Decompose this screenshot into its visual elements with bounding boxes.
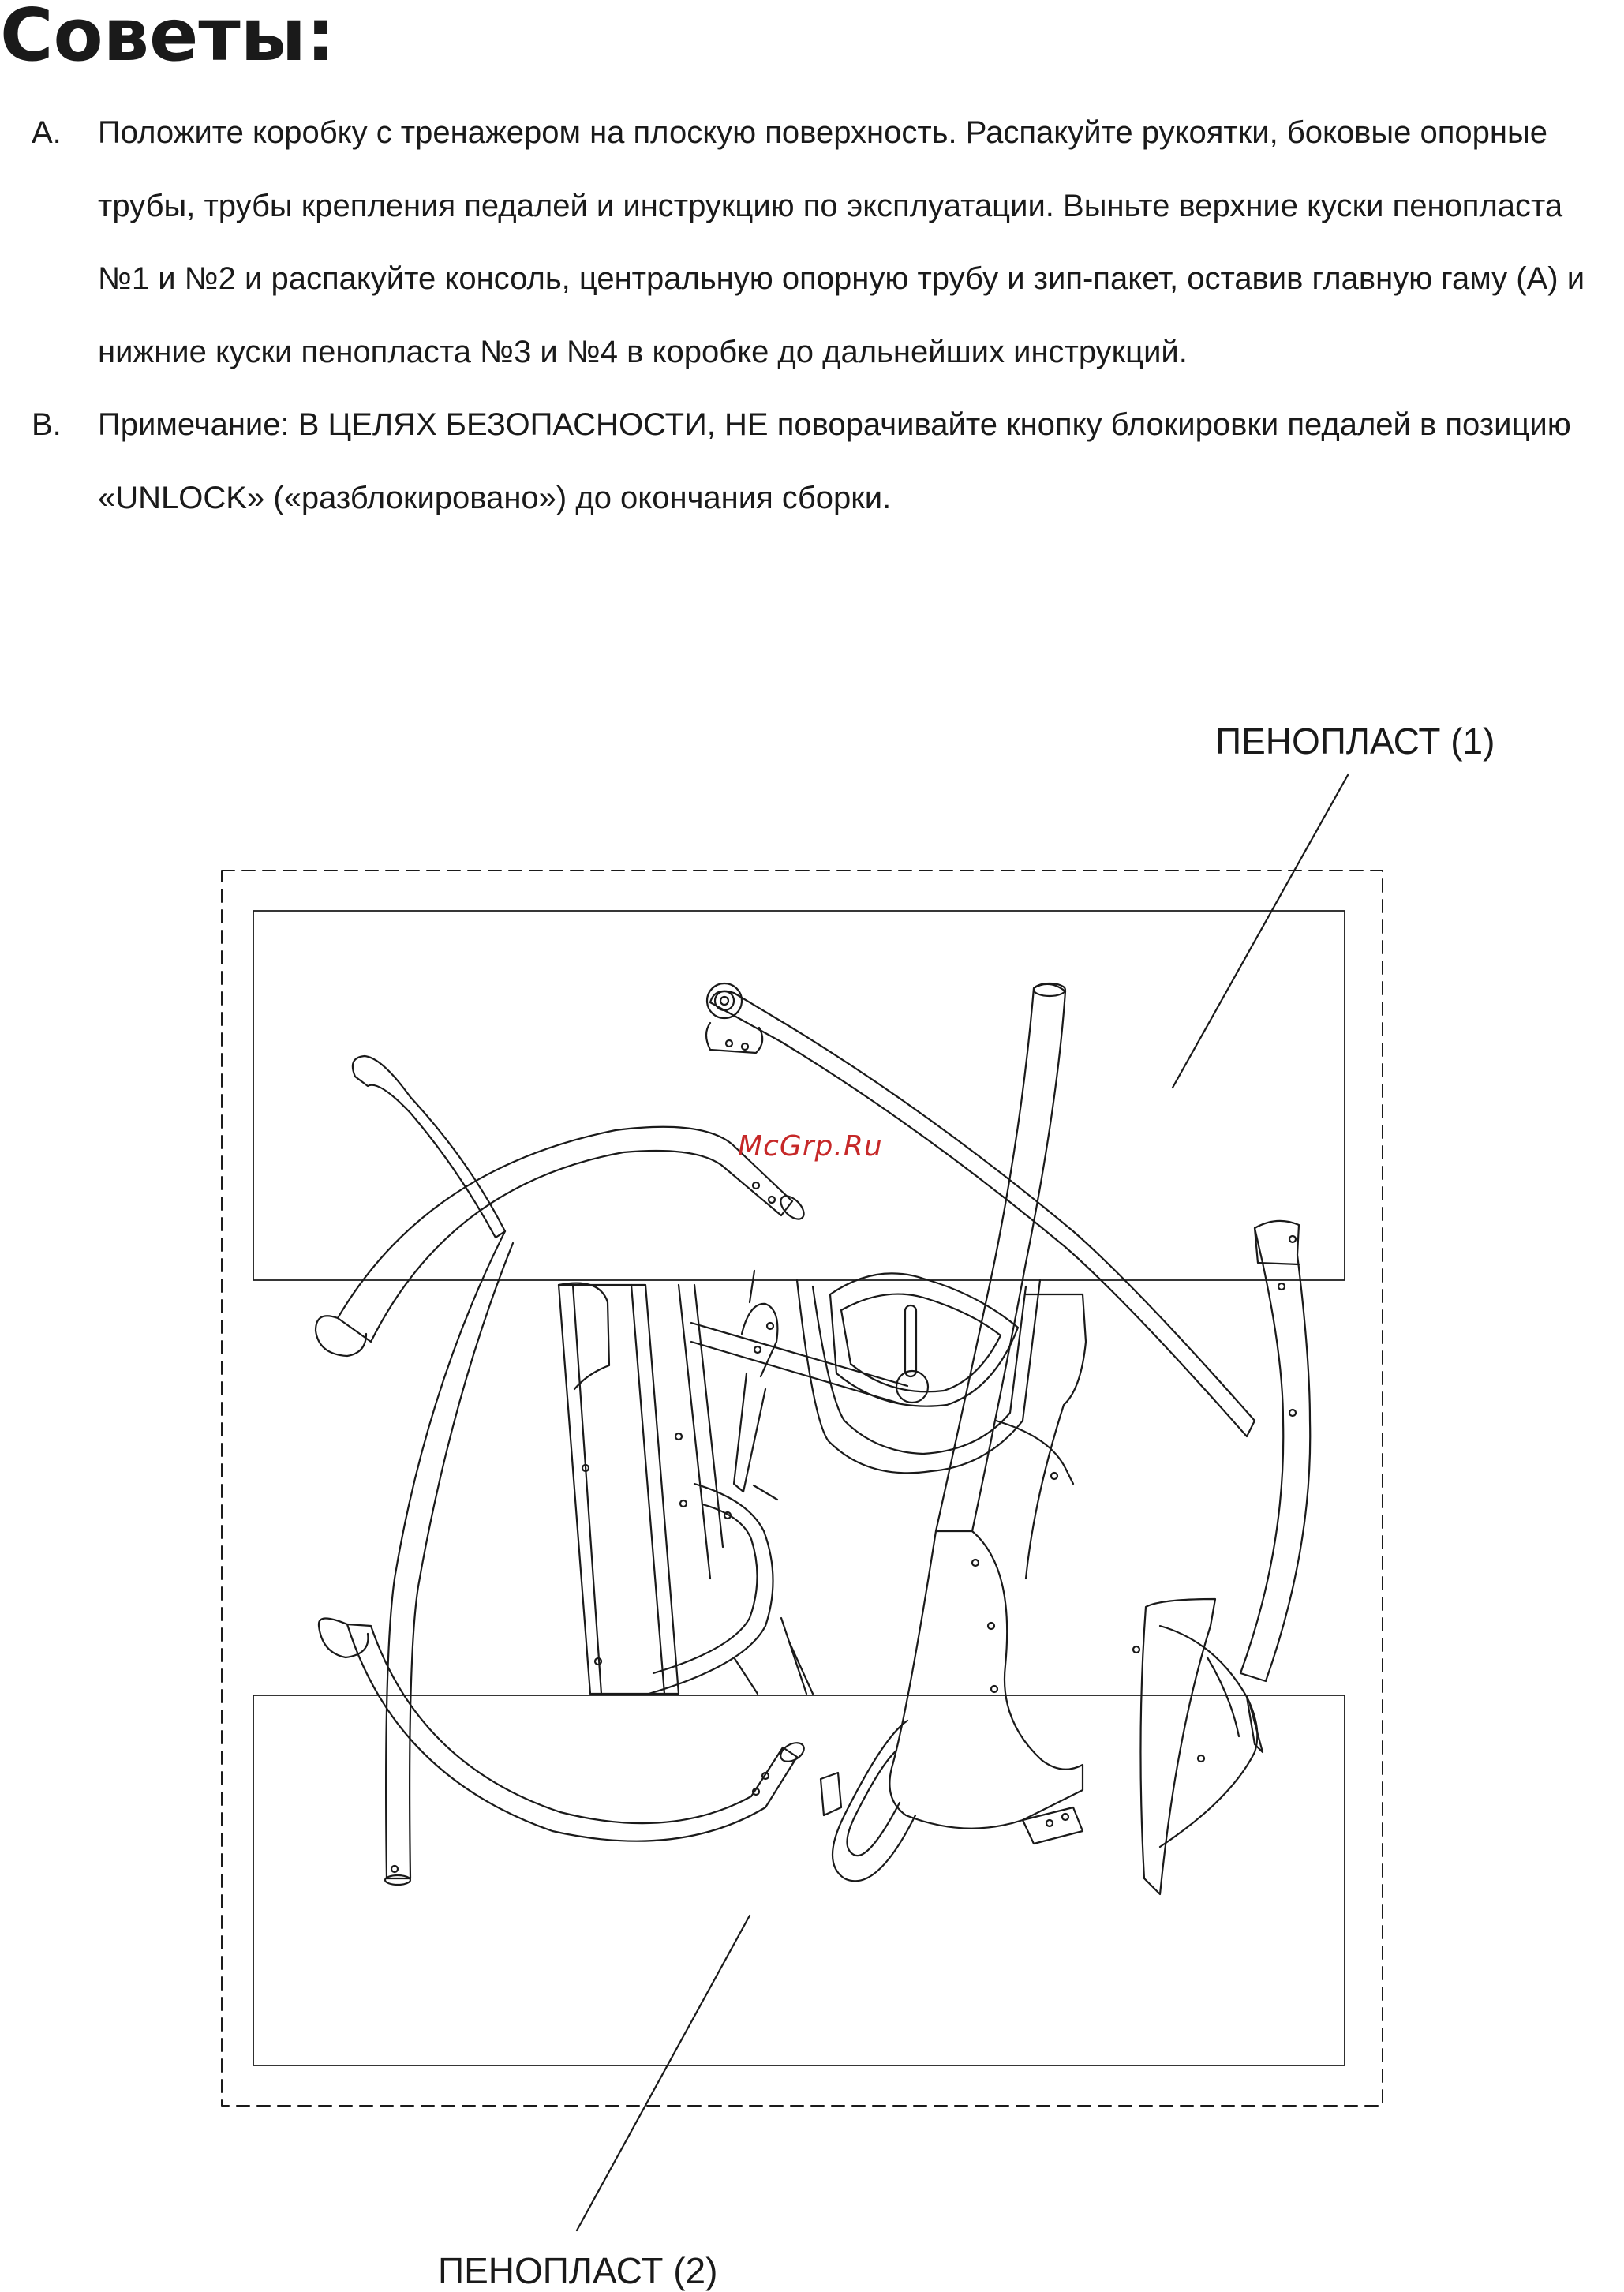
pedal-tube-right xyxy=(706,983,1255,1436)
pedal-lock-knob xyxy=(905,1305,916,1376)
tip-letter: B. xyxy=(32,407,62,442)
watermark: McGrp.Ru xyxy=(738,1130,883,1163)
tip-text: Примечание: В ЦЕЛЯХ БЕЗОПАСНОСТИ, НЕ поворачивайте кнопку блокировки педалей в позицию «UNLOCK» («разблокировано») до окончания сборки. xyxy=(98,407,1571,515)
tip-letter: A. xyxy=(32,115,62,150)
tip-text: Положите коробку с тренажером на плоскую поверхность. Распакуйте рукоятки, боковые опорные трубы, трубы крепления педалей и инструкцию по эксплуатации. Выньте верхние куски пенопласта №1 и №2 и распакуйте консоль, центральную опорную трубу и зип-пакет, оставив главную гаму (A) и нижние куски пенопласта №3 и №4 в коробке до дальнейших инструкций. xyxy=(98,115,1585,369)
page-title: Советы: xyxy=(0,0,335,77)
left-handlebar xyxy=(353,1056,513,1885)
foam-bottom-label: ПЕНОПЛАСТ (2) xyxy=(438,2250,718,2291)
foam-bottom xyxy=(253,1695,1345,2065)
console xyxy=(1133,1599,1263,1894)
central-support-tube xyxy=(821,983,1083,1881)
wheel xyxy=(707,983,742,1018)
foam-top-label: ПЕНОПЛАСТ (1) xyxy=(1215,721,1495,762)
leader-line-foam-top xyxy=(1173,775,1348,1088)
leader-line-foam-bottom xyxy=(577,1916,750,2230)
right-support-tube xyxy=(1240,1221,1310,1681)
box-outline xyxy=(222,871,1383,2106)
lower-handle-arm xyxy=(319,1618,807,1841)
foam-top xyxy=(253,911,1345,1280)
